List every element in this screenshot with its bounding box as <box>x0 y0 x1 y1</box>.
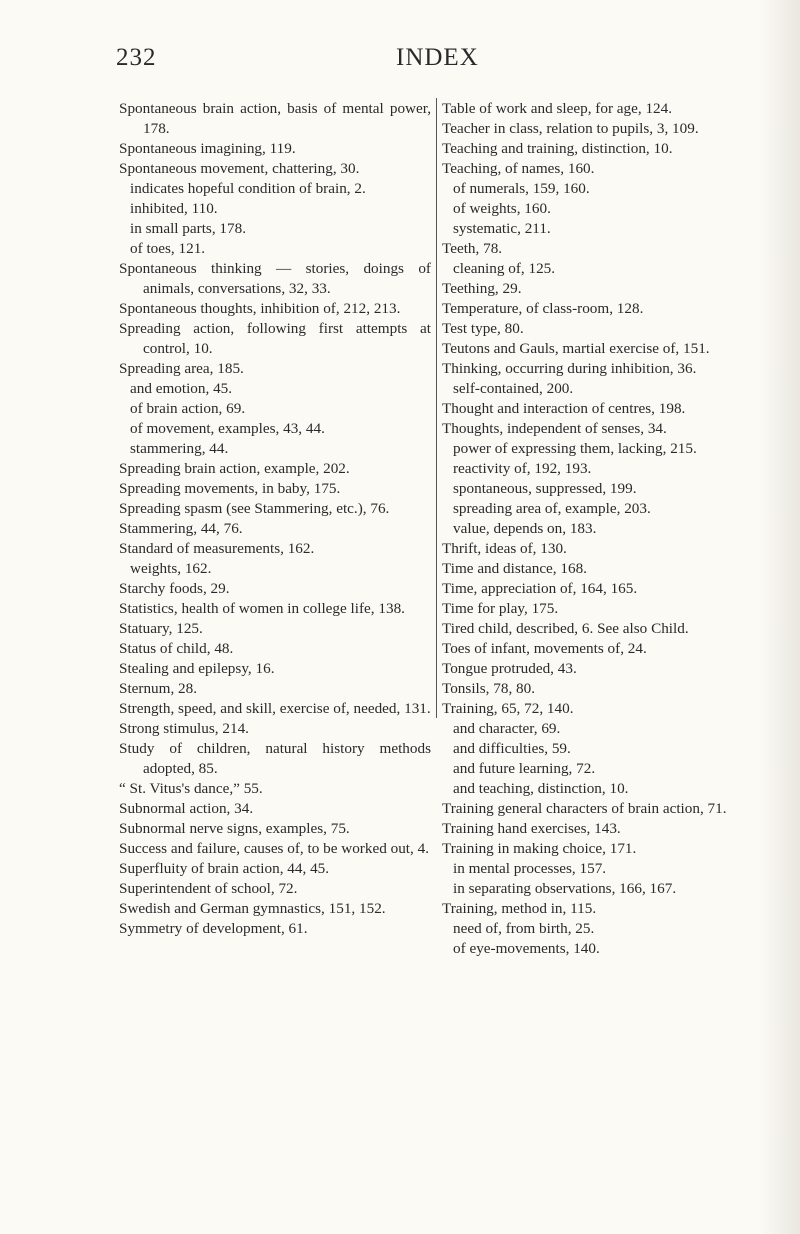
index-entry: “ St. Vitus's dance,” 55. <box>119 780 263 797</box>
index-entry: Sternum, 28. <box>119 680 198 697</box>
index-entry: Test type, 80. <box>442 320 524 337</box>
index-entry: Training, method in, 115. <box>442 900 597 917</box>
index-entry: Subnormal nerve signs, examples, 75. <box>119 820 350 837</box>
index-entry: Spreading movements, in baby, 175. <box>119 480 341 497</box>
index-entry: Thrift, ideas of, 130. <box>442 540 567 557</box>
index-entry: Starchy foods, 29. <box>119 580 230 597</box>
index-entry: Subnormal action, 34. <box>119 800 254 817</box>
index-subentry: and difficulties, 59. <box>453 740 571 757</box>
index-subentry: power of expressing them, lacking, 215. <box>453 440 697 457</box>
index-entry: Teacher in class, relation to pupils, 3, 109. <box>442 120 699 137</box>
running-head: INDEX <box>396 44 479 71</box>
page-number: 232 <box>116 44 157 71</box>
index-subentry: systematic, 211. <box>453 220 551 237</box>
index-subentry: and future learning, 72. <box>453 760 596 777</box>
index-column-right <box>442 99 752 959</box>
index-entry: Spontaneous thinking — stories, doings of animals, conversations, 32, 33. <box>119 260 431 297</box>
index-entry: Time and distance, 168. <box>442 560 587 577</box>
index-entry: Toes of infant, movements of, 24. <box>442 640 647 657</box>
index-entry: Teaching and training, distinction, 10. <box>442 140 673 157</box>
index-subentry: in separating observations, 166, 167. <box>453 880 677 897</box>
index-entry: Superfluity of brain action, 44, 45. <box>119 860 330 877</box>
index-entry: Strength, speed, and skill, exercise of, needed, 131. <box>119 700 431 717</box>
index-subentry: and teaching, distinction, 10. <box>453 780 629 797</box>
index-entry: Tired child, described, 6. See also Child. <box>442 620 689 637</box>
index-subentry: of numerals, 159, 160. <box>453 180 590 197</box>
index-entry: Training, 65, 72, 140. <box>442 700 574 717</box>
index-subentry: spontaneous, suppressed, 199. <box>453 480 637 497</box>
index-subentry: cleaning of, 125. <box>453 260 556 277</box>
index-subentry: in mental processes, 157. <box>453 860 607 877</box>
index-subentry: and emotion, 45. <box>130 380 233 397</box>
index-entry: Stammering, 44, 76. <box>119 520 243 537</box>
index-entry: Teaching, of names, 160. <box>442 160 595 177</box>
index-entry: Tongue protruded, 43. <box>442 660 577 677</box>
index-entry: Spreading brain action, example, 202. <box>119 460 350 477</box>
page-header <box>0 44 800 74</box>
index-entry: Success and failure, causes of, to be worked out, 4. <box>119 840 429 857</box>
index-entry: Standard of measurements, 162. <box>119 540 315 557</box>
index-subentry: in small parts, 178. <box>130 220 247 237</box>
index-entry: Spontaneous imagining, 119. <box>119 140 296 157</box>
index-subentry: reactivity of, 192, 193. <box>453 460 592 477</box>
index-entry: Thoughts, independent of senses, 34. <box>442 420 667 437</box>
index-entry: Training hand exercises, 143. <box>442 820 621 837</box>
index-subentry: spreading area of, example, 203. <box>453 500 651 517</box>
index-entry: Training in making choice, 171. <box>442 840 637 857</box>
index-entry: Spontaneous movement, chattering, 30. <box>119 160 360 177</box>
index-entry: Temperature, of class-room, 128. <box>442 300 644 317</box>
index-entry: Thought and interaction of centres, 198. <box>442 400 686 417</box>
index-subentry: of weights, 160. <box>453 200 551 217</box>
index-entry: Superintendent of school, 72. <box>119 880 298 897</box>
index-entry: Stealing and epilepsy, 16. <box>119 660 275 677</box>
index-entry: Study of children, natural history methods adopted, 85. <box>119 740 431 777</box>
index-subentry: inhibited, 110. <box>130 200 218 217</box>
index-subentry: stammering, 44. <box>130 440 229 457</box>
index-entry: Statuary, 125. <box>119 620 203 637</box>
index-subentry: indicates hopeful condition of brain, 2. <box>130 180 366 197</box>
index-subentry: value, depends on, 183. <box>453 520 597 537</box>
index-entry: Time for play, 175. <box>442 600 559 617</box>
index-entry: Thinking, occurring during inhibition, 36. <box>442 360 697 377</box>
index-subentry: of toes, 121. <box>130 240 206 257</box>
index-subentry: self-contained, 200. <box>453 380 574 397</box>
index-entry: Spontaneous thoughts, inhibition of, 212, 213. <box>119 300 401 317</box>
index-entry: Teething, 29. <box>442 280 522 297</box>
index-entry: Table of work and sleep, for age, 124. <box>442 100 673 117</box>
index-subentry: of eye-movements, 140. <box>453 940 600 957</box>
index-entry: Teeth, 78. <box>442 240 503 257</box>
index-entry: Time, appreciation of, 164, 165. <box>442 580 638 597</box>
index-subentry: and character, 69. <box>453 720 561 737</box>
index-entry: Status of child, 48. <box>119 640 234 657</box>
index-entry: Tonsils, 78, 80. <box>442 680 536 697</box>
index-entry: Spreading area, 185. <box>119 360 244 377</box>
index-entry: Spreading action, following first attempts at control, 10. <box>119 320 431 357</box>
index-entry: Spreading spasm (see Stammering, etc.), 76. <box>119 500 390 517</box>
index-subentry: of brain action, 69. <box>130 400 246 417</box>
index-column-left <box>119 99 431 939</box>
index-subentry: weights, 162. <box>130 560 212 577</box>
index-entry: Teutons and Gauls, martial exercise of, 151. <box>442 340 710 357</box>
index-entry: Spontaneous brain action, basis of mental power, 178. <box>119 100 431 137</box>
page-edge-shadow <box>760 0 800 1234</box>
index-entry: Statistics, health of women in college life, 138. <box>119 600 405 617</box>
index-entry: Symmetry of development, 61. <box>119 920 308 937</box>
index-subentry: need of, from birth, 25. <box>453 920 595 937</box>
index-entry: Strong stimulus, 214. <box>119 720 249 737</box>
index-subentry: of movement, examples, 43, 44. <box>130 420 325 437</box>
column-divider <box>436 98 437 718</box>
index-entry: Training general characters of brain action, 71. <box>442 800 727 817</box>
index-entry: Swedish and German gymnastics, 151, 152. <box>119 900 386 917</box>
